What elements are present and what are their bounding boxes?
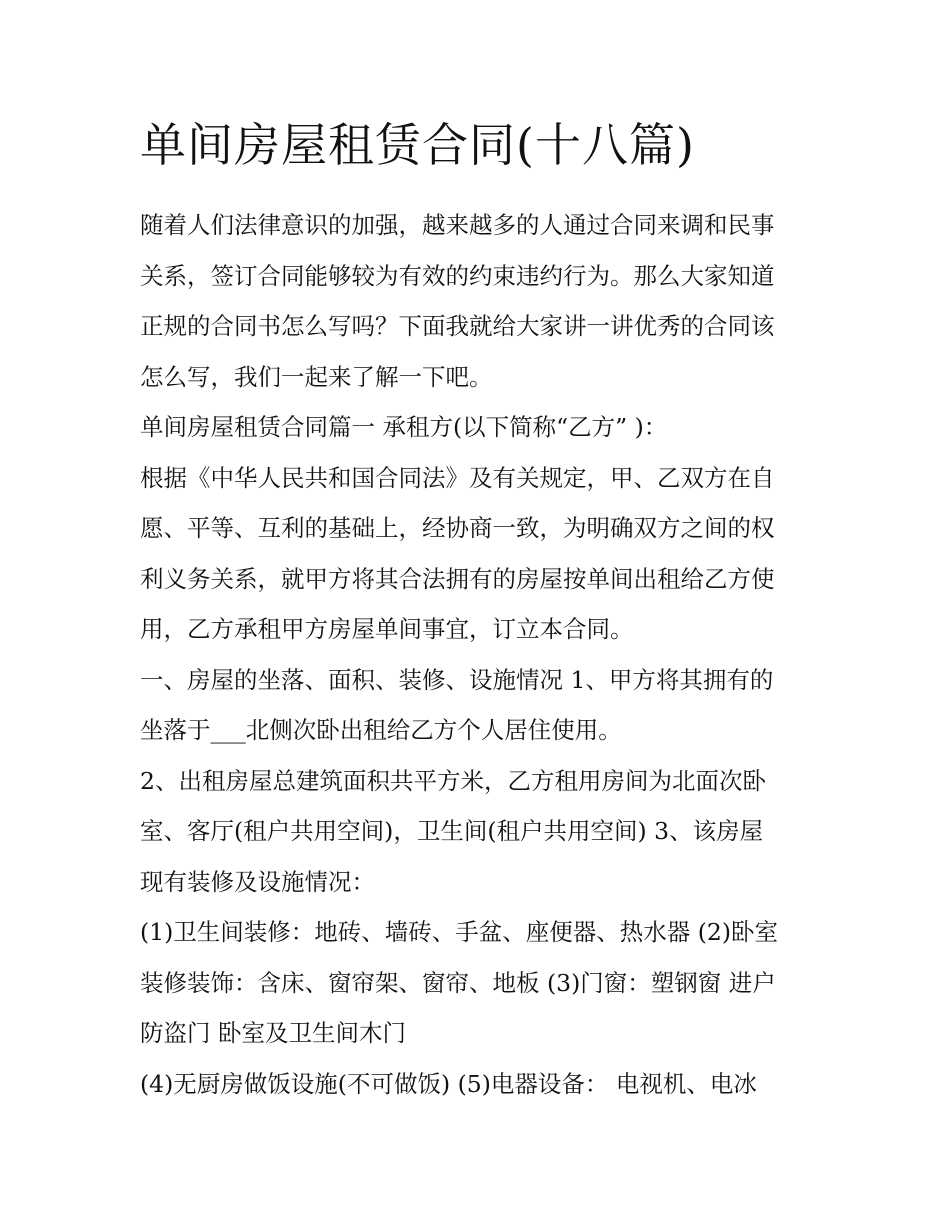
paragraph-appliances [140, 1059, 820, 1110]
text-line: 根据《中华人民共和国合同法》及有关规定，甲、乙双方在自 [140, 463, 775, 492]
paragraph-facilities [140, 907, 820, 1059]
text-line: 防盗门 卧室及卫生间木门 [140, 1019, 406, 1047]
document-title: 单间房屋租赁合同(十八篇) [140, 118, 695, 172]
document-page [140, 112, 820, 1109]
text-line: 坐落于___北侧次卧出租给乙方个人居住使用。 [140, 716, 622, 744]
text-line: 随着人们法律意识的加强，越来越多的人通过合同来调和民事 [140, 211, 775, 239]
paragraph-section-2 [140, 756, 820, 908]
paragraph-intro [140, 200, 820, 402]
paragraph-heading-part1 [140, 402, 820, 453]
text-line: 关系，签订合同能够较为有效的约束违约行为。那么大家知道 [140, 261, 775, 290]
paragraph-preamble [140, 453, 820, 655]
text-line: 装修装饰：含床、窗帘架、窗帘、地板 (3)门窗：塑钢窗 进户 [140, 968, 776, 997]
text-line: 2、出租房屋总建筑面积共平方米，乙方租用房间为北面次卧 [140, 766, 766, 795]
text-line: 现有装修及设施情况： [140, 867, 375, 896]
text-line: (4)无厨房做饭设施(不可做饭) (5)电器设备： 电视机、电冰 [140, 1069, 757, 1098]
text-line: 用，乙方承租甲方房屋单间事宜，订立本合同。 [140, 615, 634, 643]
text-line: 愿、平等、互利的基础上，经协商一致，为明确双方之间的权 [140, 514, 775, 542]
text-line: 怎么写，我们一起来了解一下吧。 [140, 362, 493, 391]
text-line: 单间房屋租赁合同篇一 承租方(以下简称“乙方” )： [140, 413, 668, 441]
text-line: (1)卫生间装修：地砖、墙砖、手盆、座便器、热水器 (2)卧室 [140, 918, 779, 946]
text-line: 一、房屋的坐落、面积、装修、设施情况 1、甲方将其拥有的 [140, 665, 774, 694]
text-line: 利义务关系，就甲方将其合法拥有的房屋按单间出租给乙方使 [140, 564, 775, 593]
text-line: 室、客厅(租户共用空间)，卫生间(租户共用空间) 3、该房屋 [140, 817, 764, 845]
paragraph-section-1 [140, 655, 820, 756]
text-line: 正规的合同书怎么写吗？下面我就给大家讲一讲优秀的合同该 [140, 312, 775, 340]
